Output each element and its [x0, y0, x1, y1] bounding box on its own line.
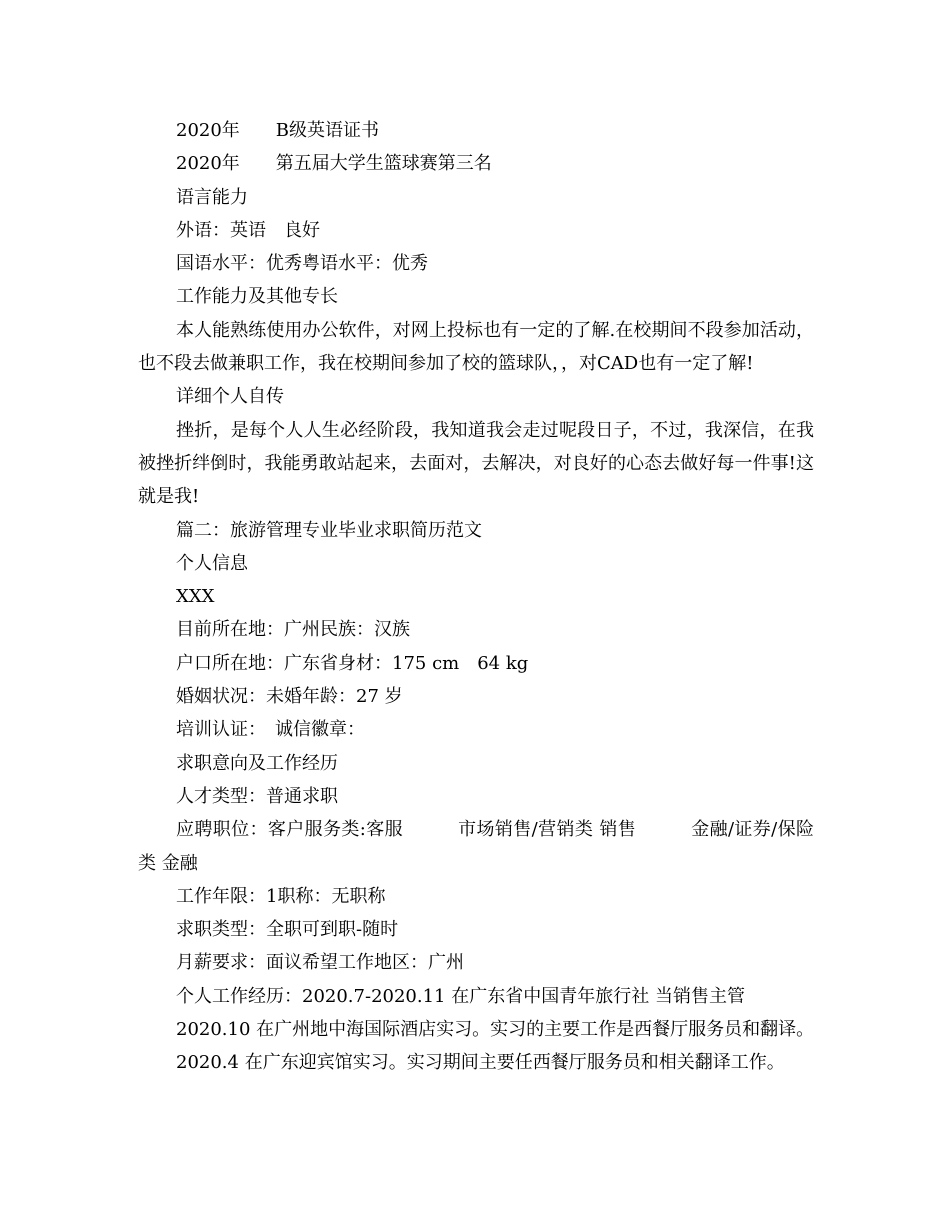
- work-history-line-3: 2020.4 在广东迎宾馆实习。实习期间主要任西餐厅服务员和相关翻译工作。: [176, 1052, 785, 1074]
- skills-paragraph: 本人能熟练使用办公软件，对网上投标也有一定的了解.在校期间不段参加活动，也不段去做兼职工作，我在校期间参加了校的篮球队，，对CAD也有一定了解!: [138, 319, 814, 375]
- job-type-line: 求职类型：全职可到职-随时: [176, 919, 399, 941]
- hukou-body-line: 户口所在地：广东省身材：175 cm 64 kg: [176, 652, 529, 674]
- section-heading-self-intro: 详细个人自传: [176, 386, 284, 408]
- certification-line: 培训认证： 诚信徽章：: [176, 719, 365, 741]
- certificate-line-english: 2020年 B级英语证书: [176, 120, 380, 141]
- section-heading-personal-info: 个人信息: [176, 552, 248, 574]
- name-line: XXX: [176, 586, 215, 608]
- article-two-title: 篇二：旅游管理专业毕业求职简历范文: [176, 519, 482, 541]
- talent-type-line: 人才类型：普通求职: [176, 785, 338, 807]
- marital-age-line: 婚姻状况：未婚年龄：27 岁: [176, 686, 403, 708]
- mandarin-cantonese-line: 国语水平：优秀粤语水平：优秀: [176, 253, 428, 275]
- work-years-line: 工作年限：1职称：无职称: [176, 885, 386, 907]
- location-ethnicity-line: 目前所在地：广州民族：汉族: [176, 619, 410, 641]
- foreign-language-line: 外语：英语 良好: [176, 219, 320, 241]
- position-paragraph: 应聘职位：客户服务类:客服 市场销售/营销类 销售 金融/证券/保险类 金融: [138, 819, 814, 874]
- salary-region-line: 月薪要求：面议希望工作地区：广州: [176, 952, 464, 974]
- self-intro-paragraph: 挫折，是每个人人生必经阶段，我知道我会走过呢段日子，不过，我深信，在我被挫折绊倒时，我能勇敢站起来，去面对，去解决，对良好的心态去做好每一件事!这就是我!: [138, 419, 814, 508]
- section-heading-skills: 工作能力及其他专长: [176, 286, 338, 308]
- work-history-line-2: 2020.10 在广州地中海国际酒店实习。实习的主要工作是西餐厅服务员和翻译。: [176, 1019, 815, 1041]
- document-body: [138, 114, 814, 1080]
- work-history-line-1: 个人工作经历：2020.7-2020.11 在广东省中国青年旅行社 当销售主管: [176, 985, 745, 1007]
- certificate-line-basketball: 2020年 第五届大学生篮球赛第三名: [176, 153, 492, 175]
- section-heading-job-intent: 求职意向及工作经历: [176, 752, 338, 774]
- section-heading-language: 语言能力: [176, 186, 248, 208]
